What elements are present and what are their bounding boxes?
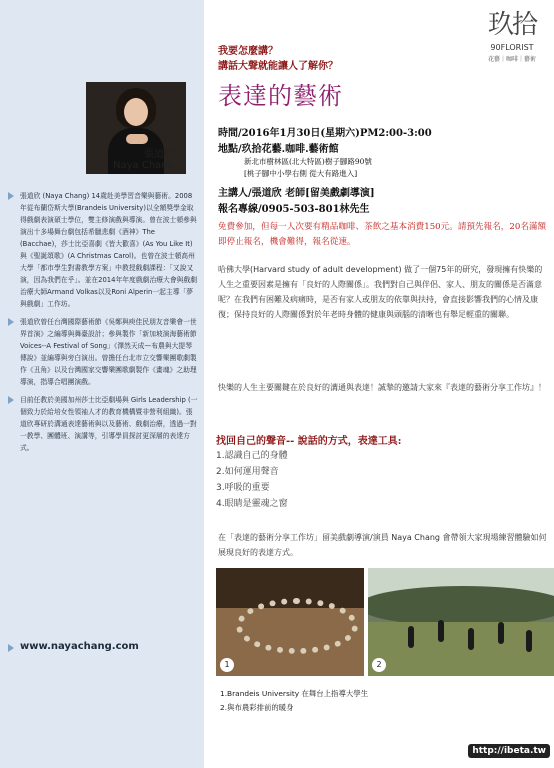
tool-item: 3.呼吸的重要 — [216, 483, 270, 493]
bio-paragraph: 目前任教於美國加州莎士比亞劇場與 Girls Leadership (一個致力於給培女性領袖人才的教育機構暨非營利組織)。張道欣專研於溝通表達藝術與以及藝術、戲劇治療，透過一對一教學、團體班、演講等，引導學員探討更深層的表達方式。 — [6, 394, 198, 454]
tool-item: 1.認識自己的身體 — [216, 451, 288, 461]
tools-title: 找回自己的聲音-- 說話的方式，表達工具: — [216, 436, 402, 447]
question-line-1: 我要怎麼講？ — [218, 46, 278, 57]
bullet-triangle-icon — [8, 318, 14, 326]
event-directions: [桃子腳中小學右側 從大有路進入] — [244, 169, 358, 178]
tool-item: 2.如何運用聲音 — [216, 467, 279, 477]
photo-caption: 1.Brandeis University 在舞台上指導大學生 — [220, 689, 369, 698]
speaker-name-en: Naya Chang — [113, 160, 174, 171]
speaker-bio — [6, 190, 198, 460]
event-flyer — [210, 0, 554, 768]
intro-paragraph: 哈佛大學(Harvard study of adult development) 做了一個75年的研究，發現擁有快樂的人生之重要因素是擁有「良好的人際關係」。我們對自己與伴侶、家人、朋友的關係是否滿意呢？在我們有困難及病痛時，是否有家人或朋友的依靠與扶持，會直接影響我們的心情及康復；保持良好的人際關係對於年老時身體的健康與頭腦的清晰也有舉足輕重的關聯。 — [218, 265, 543, 319]
bullet-triangle-icon — [8, 396, 14, 404]
event-time: 時間/2016年1月30日(星期六)PM2:00-3:00 — [218, 128, 432, 139]
free-note: 免費參加，但每一人次要有精品咖啡、茶飲之基本消費150元。請預先報名，20名滿額即停止報名，機會難得，報名從速。 — [218, 222, 547, 247]
bio-paragraph: 張道欣 (Naya Chang) 14歲赴美學習音樂與藝術。2008年從布蘭岱斯大學(Brandeis University)以全額獎學金取得戲劇表演碩士學位，雙主修演戲與導演。曾在波士頓參與演出十多場舞台劇包括希臘悲劇《酒神》The (Bacchae)，莎士比亞喜劇《皆大歡喜》(As You Like It)與《聖誕頌歌》(A Christmas Carol)。也曾在波士頓高州大學「都市學生對書教學方案」中教授戲劇課程：「又說又演，因為我們在乎」。並在2014年年度戲劇治療大會與戲劇治療大師Armand Volkas以及Roni Alperin一起主導「夢與戲劇」工作坊。 — [6, 190, 198, 310]
photo-caption: 2.與布農彩排前的暖身 — [220, 703, 294, 712]
speaker-name-zh: 張道欣 — [144, 149, 174, 160]
workshop-paragraph: 在「表達的藝術分享工作坊」留美戲劇導演/演員 Naya Chang 會帶領大家現場練習體驗如何展現良好的表達方式。 — [218, 533, 547, 557]
photo-number-badge: 1 — [220, 658, 234, 672]
speaker-website[interactable]: www.nayachang.com — [6, 641, 139, 652]
rehearsal-photo — [216, 568, 364, 676]
bullet-triangle-icon — [8, 644, 14, 652]
tool-item: 4.眼睛是靈魂之窗 — [216, 499, 288, 509]
question-line-2: 講話大聲就能讓人了解你？ — [218, 61, 338, 72]
photo-strip — [216, 568, 554, 682]
event-place: 地點/玖拾花藝.咖啡.藝術館 — [218, 144, 339, 155]
photo-number-badge: 2 — [372, 658, 386, 672]
bullet-triangle-icon — [8, 192, 14, 200]
event-phone: 報名專線/0905-503-801林先生 — [218, 204, 370, 215]
speaker-sidebar — [0, 0, 204, 768]
event-title: 表達的藝術 — [218, 82, 343, 110]
invite-paragraph: 快樂的人生主要關鍵在於良好的溝通與表達！誠摯的邀請大家來『表達的藝術分享工作坊』！ — [218, 383, 546, 392]
event-address: 新北市樹林區(北大特區)樹子腳路90號 — [244, 157, 372, 166]
warmup-photo — [368, 568, 554, 676]
site-watermark: http://ibeta.tw — [468, 744, 550, 758]
event-host: 主講人/張道欣 老師[留美戲劇導演] — [218, 188, 375, 199]
bio-paragraph: 張道欣曾任台灣國際藝術節《吳鄭與庾佳民朋友音樂會一世界首演》之編導與舞臺設計；參與製作「新加坡演海藝術節 Voices--A Festival of Song」《澤然天成—布農與大提琴傳說》並編導與旁白演出。曾擔任台北市立交響樂團歌劇製作《丑角》以及台灣國家交響樂團歌劇製作《畫魂》之助理導演，指導合唱團演戲。 — [6, 316, 198, 388]
florist-logo: 玖拾 90FLORIST 花藝｜咖啡｜藝術 — [487, 10, 536, 63]
